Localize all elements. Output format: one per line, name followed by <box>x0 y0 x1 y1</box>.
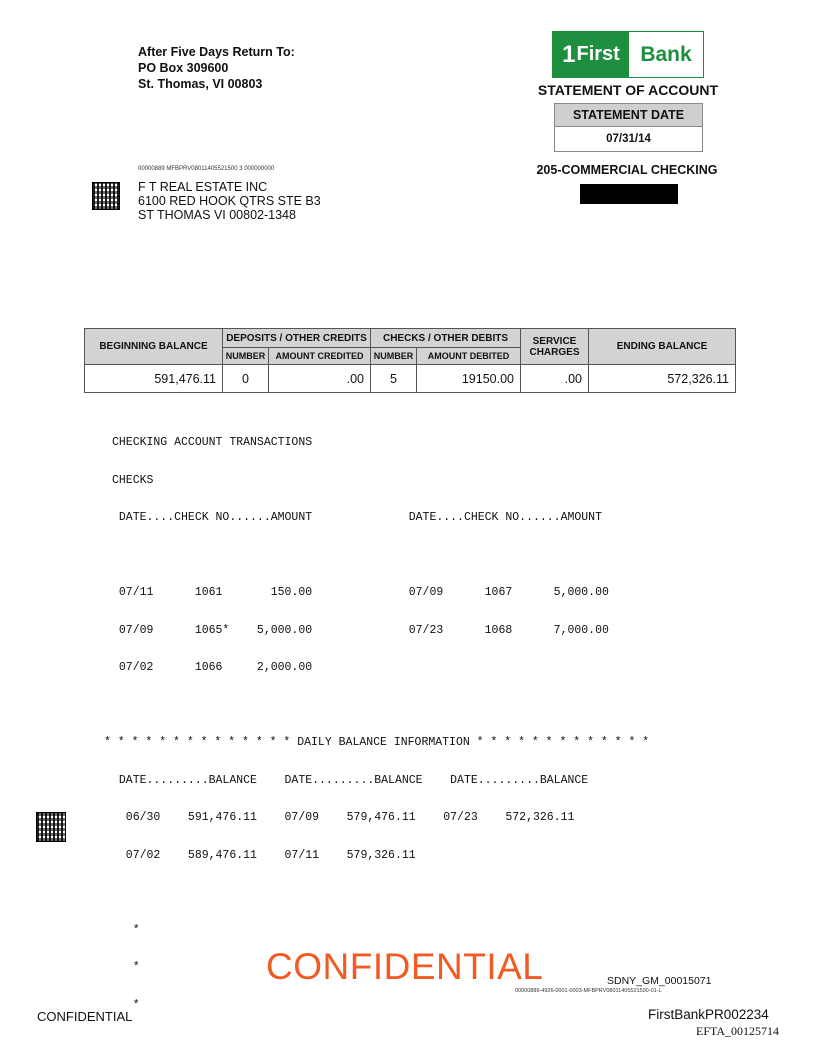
transaction-line: 07/09 1065* 5,000.00 07/23 1068 7,000.00 <box>112 623 609 637</box>
account-summary-table <box>84 328 736 393</box>
transaction-line: 07/02 589,476.11 07/11 579,326.11 <box>112 848 416 862</box>
mailing-address-line3: ST THOMAS VI 00802-1348 <box>138 208 296 222</box>
confidential-footer: CONFIDENTIAL <box>37 1009 133 1024</box>
logo-first-text: First <box>576 43 620 65</box>
service-charges-value: .00 <box>521 365 589 393</box>
transaction-line <box>112 887 649 900</box>
document-code: 00000889-4926-0001-0003-MFBPRV08011405521500-01-L <box>515 988 662 994</box>
sdny-label: SDNY_GM_00015071 <box>607 975 712 987</box>
transaction-line: DATE....CHECK NO......AMOUNT DATE....CHECK NO......AMOUNT <box>112 511 602 524</box>
ending-balance-value: 572,326.11 <box>589 365 736 393</box>
statement-title: STATEMENT OF ACCOUNT <box>537 82 719 98</box>
table-row <box>85 365 736 393</box>
account-type: 205-COMMERCIAL CHECKING <box>536 163 718 177</box>
header-deposits: DEPOSITS / OTHER CREDITS <box>223 329 371 348</box>
amount-debited-value: 19150.00 <box>417 365 521 393</box>
barcode-line: 00000889 MFBPRV08011405521500 3 000000000 <box>138 166 275 172</box>
header-amount-credited: AMOUNT CREDITED <box>269 348 371 365</box>
qr-code-icon <box>92 182 120 210</box>
return-address <box>138 44 295 92</box>
mailing-address <box>138 180 321 222</box>
header-amount-debited: AMOUNT DEBITED <box>417 348 521 365</box>
logo-first-block <box>553 32 629 77</box>
qr-code-icon <box>36 812 66 842</box>
checks-number-value: 5 <box>371 365 417 393</box>
firstbank-logo <box>552 31 704 78</box>
transaction-line: * * * * * * * * * * * * * * DAILY BALANCE INFORMATION * * * * * * * * * * * * * <box>104 736 650 749</box>
header-service-charges: SERVICE CHARGES <box>521 329 589 365</box>
transaction-line: * <box>112 923 140 937</box>
mailing-address-line1: F T REAL ESTATE INC <box>138 180 268 194</box>
transaction-line: CHECKS <box>112 473 154 487</box>
transaction-line: 07/11 1061 150.00 07/09 1067 5,000.00 <box>112 586 609 599</box>
return-address-line3: St. Thomas, VI 00803 <box>138 77 263 91</box>
mailing-address-line2: 6100 RED HOOK QTRS STE B3 <box>138 194 321 208</box>
efta-number: EFTA_00125714 <box>696 1024 780 1038</box>
statement-date-label: STATEMENT DATE <box>555 104 702 127</box>
beginning-balance-value: 591,476.11 <box>85 365 223 393</box>
header-checks: CHECKS / OTHER DEBITS <box>371 329 521 348</box>
transaction-line: 06/30 591,476.11 07/09 579,476.11 07/23 572,326.11 <box>112 811 575 824</box>
redaction-box <box>580 184 678 204</box>
statement-date-box <box>554 103 703 152</box>
header-beginning-balance: BEGINNING BALANCE <box>85 329 223 365</box>
header-checks-number: NUMBER <box>371 348 417 365</box>
logo-bank-text: Bank <box>629 32 703 77</box>
deposits-number-value: 0 <box>223 365 269 393</box>
return-address-line1: After Five Days Return To: <box>138 45 295 59</box>
transaction-line: DATE.........BALANCE DATE.........BALANCE DATE.........BALANCE <box>112 773 589 787</box>
transactions-section <box>104 412 650 1025</box>
transaction-line <box>112 700 649 713</box>
header-ending-balance: ENDING BALANCE <box>589 329 736 365</box>
amount-credited-value: .00 <box>269 365 371 393</box>
statement-date-value: 07/31/14 <box>606 133 651 145</box>
confidential-stamp: CONFIDENTIAL <box>266 946 544 987</box>
transaction-line: * <box>112 998 140 1012</box>
logo-number: 1 <box>562 40 576 68</box>
transaction-line: CHECKING ACCOUNT TRANSACTIONS <box>112 436 313 449</box>
transaction-line: 07/02 1066 2,000.00 <box>112 661 313 674</box>
transaction-line <box>112 550 649 563</box>
header-deposits-number: NUMBER <box>223 348 269 365</box>
bates-number: FirstBankPR002234 <box>648 1007 769 1022</box>
transaction-line: * <box>112 961 140 974</box>
return-address-line2: PO Box 309600 <box>138 61 229 75</box>
